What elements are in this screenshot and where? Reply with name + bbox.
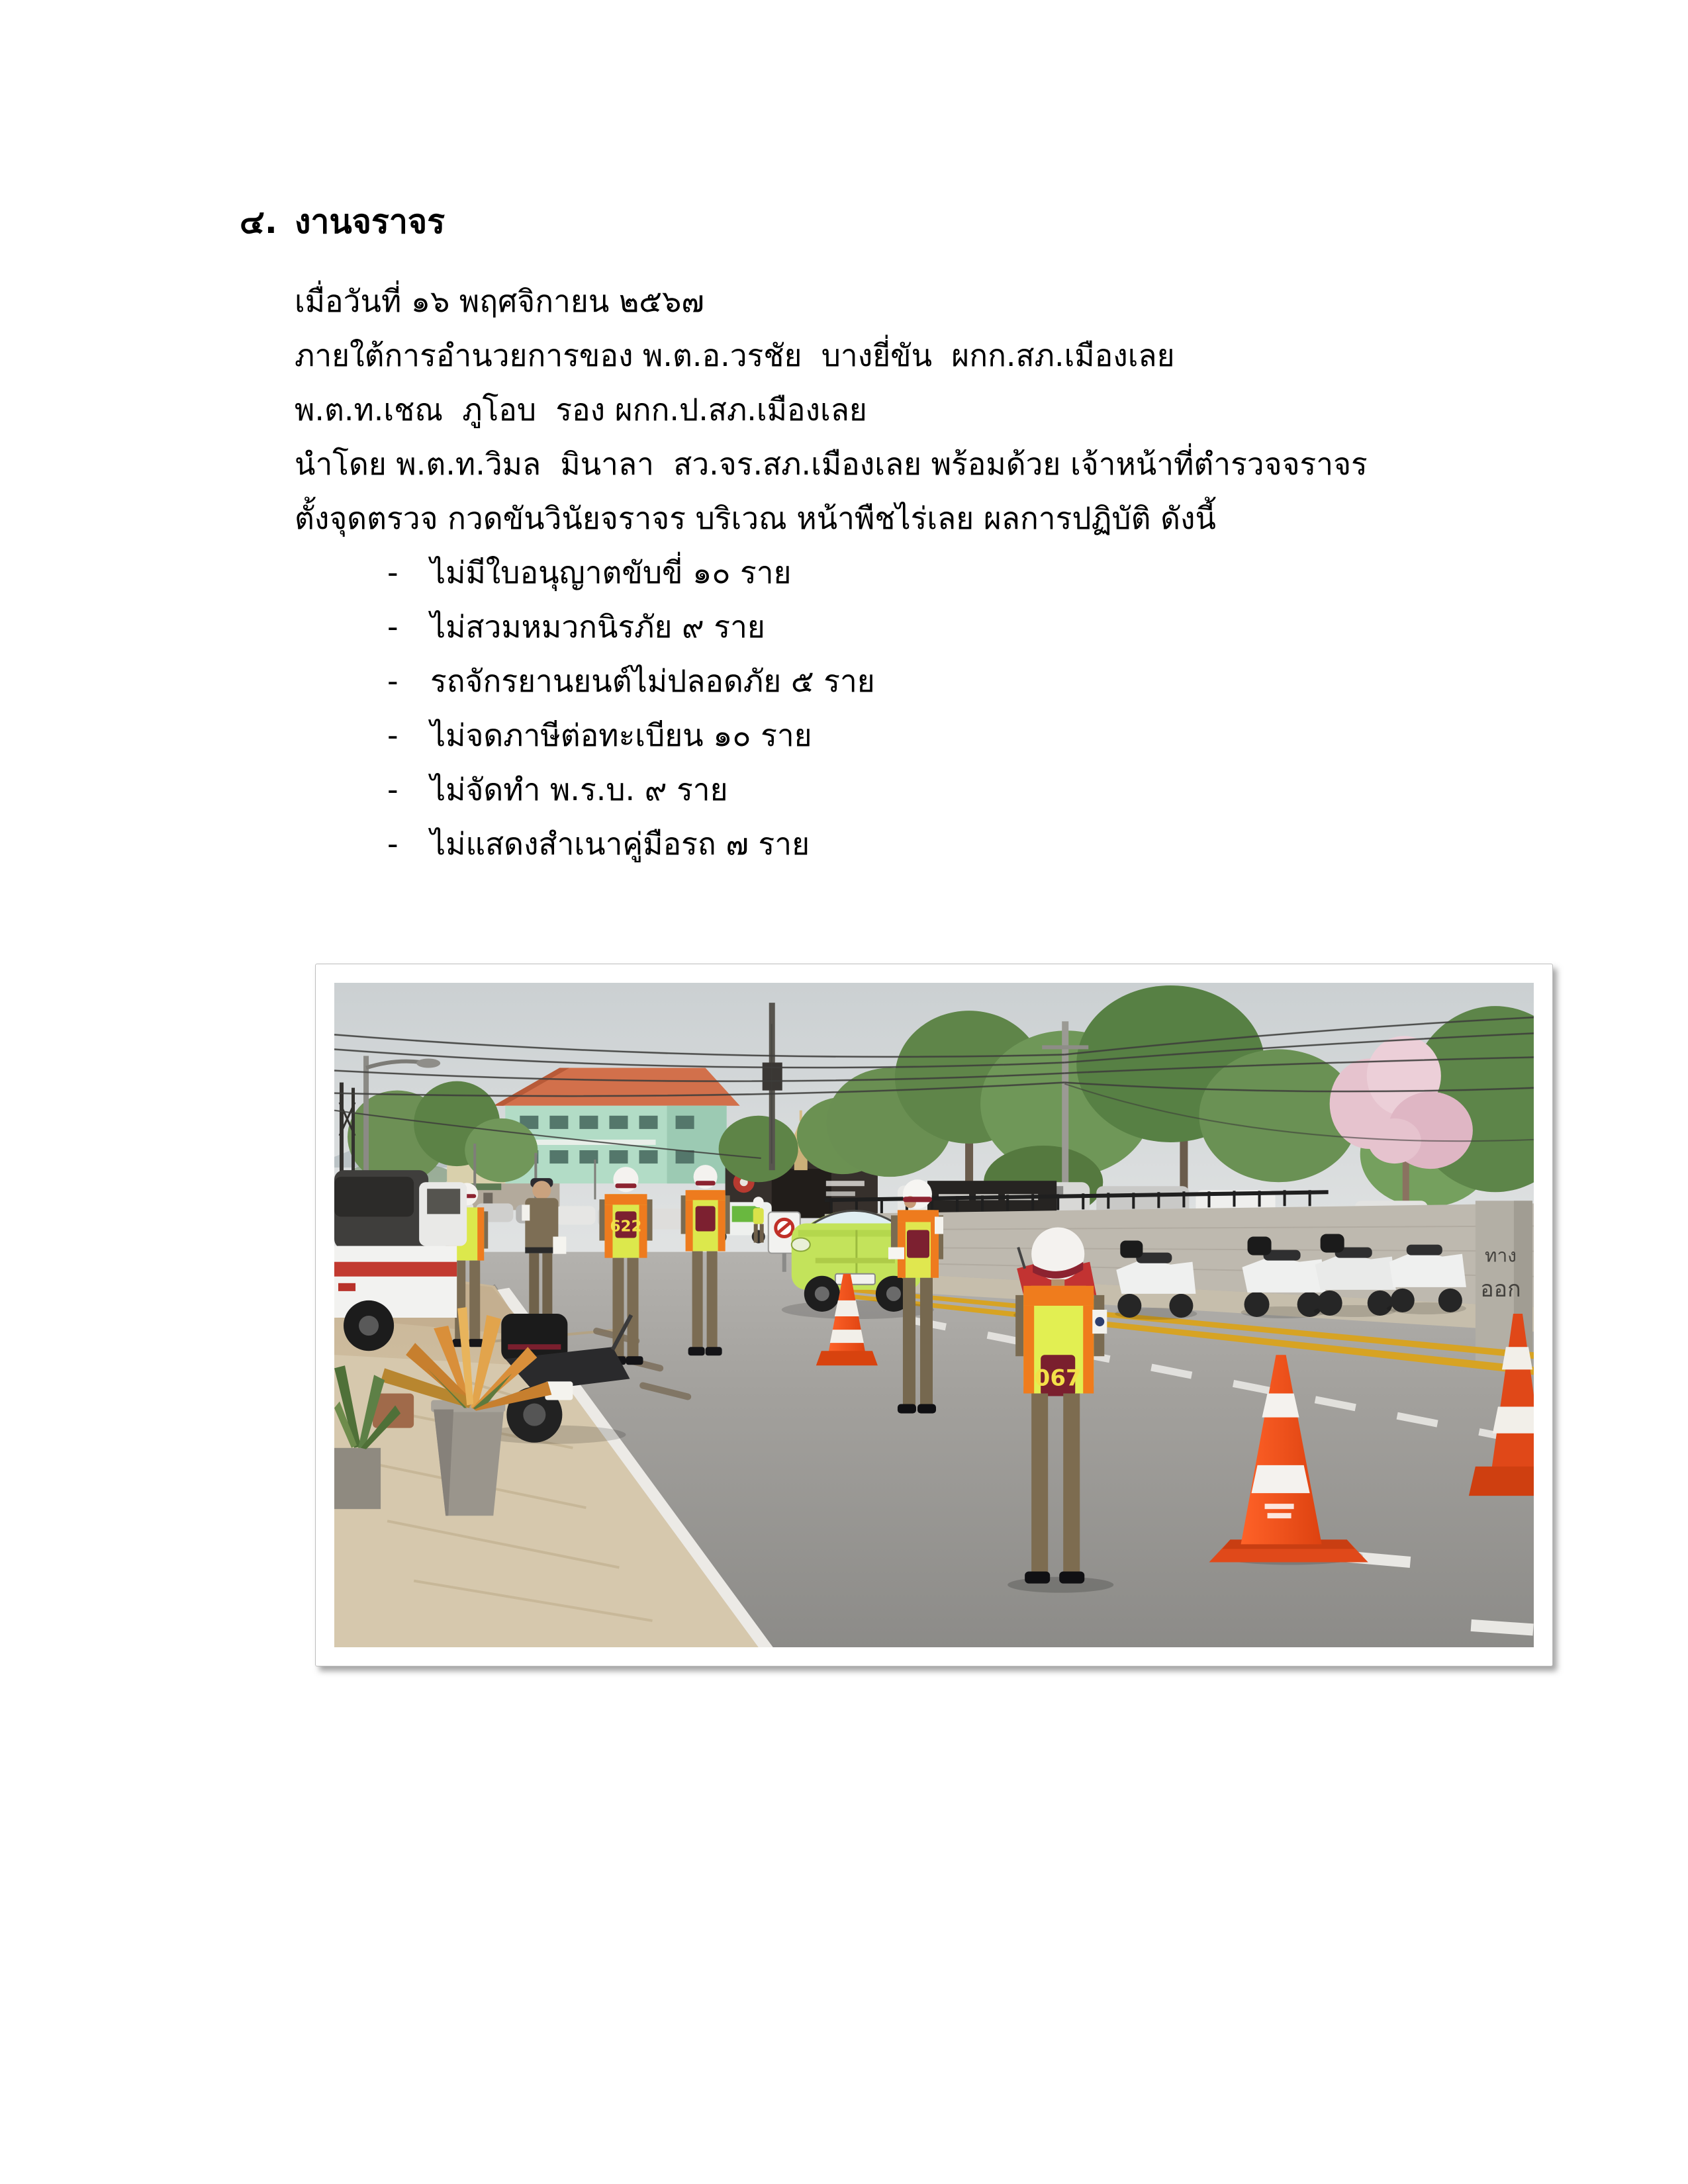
list-dash: -	[387, 609, 399, 645]
heading-number: ๔.	[240, 203, 277, 241]
list-item-text: ไม่จดภาษีต่อทะเบียน ๑๐ ราย	[430, 717, 812, 753]
paragraph-line: นำโดย พ.ต.ท.วิมล มินาลา สว.จร.สภ.เมืองเลย พร้อมด้วย เจ้าหน้าที่ตำรวจจราจร	[295, 446, 1368, 482]
list-dash: -	[387, 826, 399, 862]
list-item	[240, 708, 1537, 762]
list-item	[240, 545, 1537, 600]
pillar-text-top: ทาง	[1484, 1244, 1517, 1267]
vest-number-067: 067	[1034, 1365, 1082, 1392]
list-item-text: ไม่มีใบอนุญาตขับขี่ ๑๐ ราย	[430, 555, 792, 590]
list-item-text: ไม่แสดงสำเนาคู่มือรถ ๗ ราย	[430, 826, 810, 862]
checkpoint-photo-illustration	[334, 983, 1534, 1647]
list-item	[240, 654, 1537, 708]
section-heading	[240, 195, 1537, 249]
paragraph-line: ตั้งจุดตรวจ กวดขันวินัยจราจร บริเวณ หน้าพืชไร่เลย ผลการปฏิบัติ ดังนี้	[295, 500, 1216, 536]
list-item-text: รถจักรยานยนต์ไม่ปลอดภัย ๕ ราย	[430, 663, 875, 699]
list-item-text: ไม่สวมหมวกนิรภัย ๙ ราย	[430, 609, 765, 645]
paragraph-line: พ.ต.ท.เชณ ภูโอบ รอง ผกก.ป.สภ.เมืองเลย	[295, 392, 867, 428]
list-dash: -	[387, 555, 399, 590]
checkpoint-photo	[315, 964, 1553, 1666]
paragraph-block	[240, 274, 1537, 545]
vest-number-622: 622	[610, 1218, 642, 1236]
list-item	[240, 762, 1537, 817]
list-dash: -	[387, 772, 399, 807]
paragraph-line: ภายใต้การอำนวยการของ พ.ต.อ.วรชัย บางยี่ขัน ผกก.สภ.เมืองเลย	[295, 338, 1175, 373]
list-dash: -	[387, 663, 399, 699]
heading-title: งานจราจร	[295, 203, 445, 241]
list-dash: -	[387, 717, 399, 753]
document-body	[240, 195, 1537, 871]
violation-list	[240, 545, 1537, 871]
paragraph-line: เมื่อวันที่ ๑๖ พฤศจิกายน ๒๕๖๗	[295, 283, 704, 319]
pillar-text-bottom: ออก	[1480, 1275, 1521, 1302]
list-item	[240, 600, 1537, 654]
list-item-text: ไม่จัดทำ พ.ร.บ. ๙ ราย	[430, 772, 728, 807]
list-item	[240, 817, 1537, 871]
